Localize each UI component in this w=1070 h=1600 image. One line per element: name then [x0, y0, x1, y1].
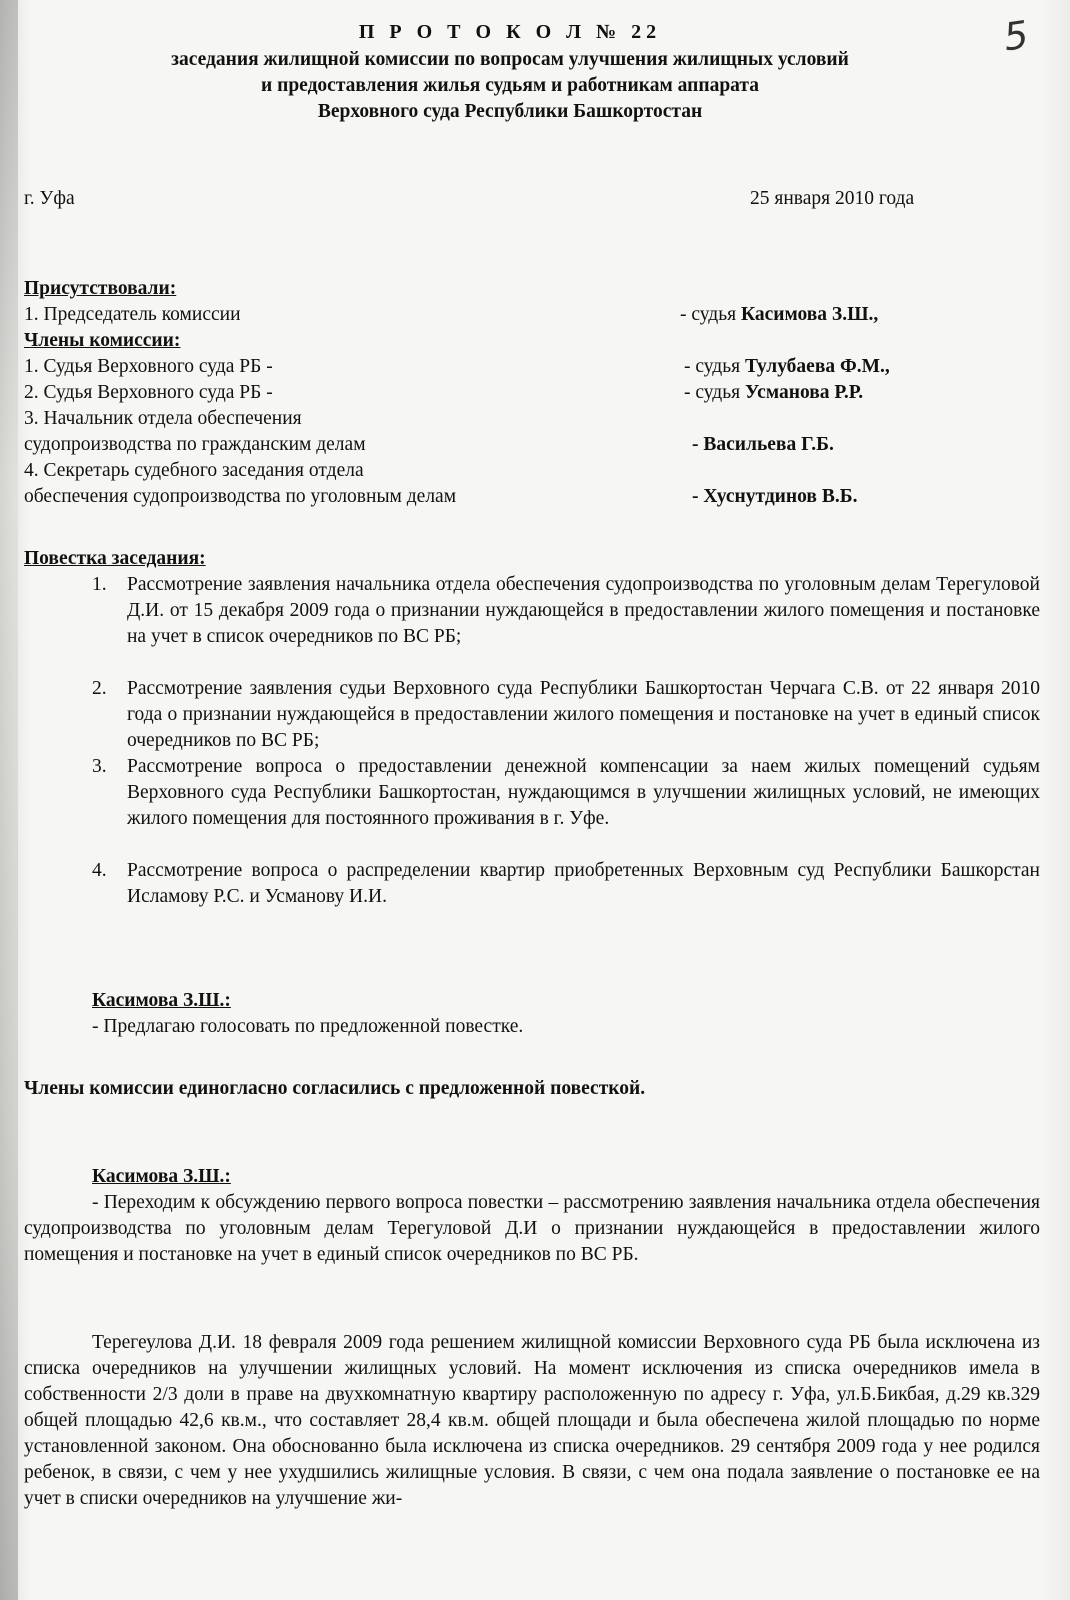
member-2-name: Усманова Р.Р. [744, 382, 864, 403]
chair-role: 1. Председатель комиссии [24, 304, 241, 325]
attendance-heading: Присутствовали: [24, 278, 177, 299]
speaker-2: Касимова З.Ш.: [92, 1166, 231, 1187]
member-2-name-line [684, 380, 863, 406]
member-3-role-1: 3. Начальник отдела обеспечения [24, 408, 302, 429]
scan-edge-shadow [0, 0, 18, 1600]
protocol-subtitle-3: Верховного суда Республики Башкортостан [317, 101, 703, 122]
speech-2-text: - Переходим к обсуждению первого вопроса повестки – рассмотрению заявления начальника отдела обеспечения судопроизводства по уголовным делам Терегуловой Д.И о признании нуждающейся в предоставлении жилого помещения и постановке на учет в единый список очередников по ВС РБ. [24, 1192, 1040, 1265]
protocol-subtitle-1: заседания жилищной комиссии по вопросам улучшения жилищных условий [171, 49, 849, 70]
agenda-item-2-number: 2. [92, 678, 107, 699]
member-1-name: Тулубаева Ф.М., [744, 356, 890, 377]
speaker-1: Касимова З.Ш.: [92, 990, 231, 1011]
decision-1: Члены комиссии единогласно согласились с предложенной повесткой. [24, 1078, 646, 1099]
agenda-item-4-text: Рассмотрение вопроса о распределении квартир приобретенных Верховным суд Республики Башкорстан Исламову Р.С. и Усманову И.И. [127, 860, 1040, 907]
members-heading: Члены комиссии: [24, 330, 181, 351]
member-1-role: 1. Судья Верховного суда РБ - [24, 356, 273, 377]
agenda-heading: Повестка заседания: [24, 548, 206, 569]
agenda-item-2-text: Рассмотрение заявления судьи Верховного суда Республики Башкортостан Черчага С.В. от 22 января 2010 года о признании нуждающейся в предоставлении жилого помещения и постановке на учет в единый список очередников по ВС РБ; [127, 678, 1040, 751]
chair-name-line [680, 302, 878, 328]
protocol-subtitle-2: и предоставления жилья судьям и работникам аппарата [260, 75, 759, 96]
agenda-item-4-number: 4. [92, 860, 107, 881]
member-1-name-line [684, 354, 890, 380]
member-3-name: - Васильева Г.Б. [692, 434, 834, 455]
agenda-item-3-text: Рассмотрение вопроса о предоставлении денежной компенсации за наем жилых помещений судьям Верховного суда Республики Башкортостан, нуждающимся в улучшении жилищных условий, не имеющих жилого помещения для постоянного проживания в г. Уфе. [127, 756, 1040, 829]
member-1-prefix: - судья [684, 356, 745, 377]
member-3-role-2: судопроизводства по гражданским делам [24, 434, 366, 455]
date: 25 января 2010 года [750, 188, 915, 209]
agenda-item-1-text: Рассмотрение заявления начальника отдела обеспечения судопроизводства по уголовным делам Терегуловой Д.И. от 15 декабря 2009 года о признании нуждающейся в предоставлении жилого помещения и постановке на учет в список очередников по ВС РБ; [127, 574, 1040, 647]
protocol-title: П Р О Т О К О Л № 22 [358, 21, 662, 43]
chair-name: Касимова З.Ш., [740, 304, 879, 325]
member-4-role-1: 4. Секретарь судебного заседания отдела [24, 460, 364, 481]
member-2-role: 2. Судья Верховного суда РБ - [24, 382, 273, 403]
agenda-item-1-number: 1. [92, 574, 107, 595]
body-paragraph: Терегеулова Д.И. 18 февраля 2009 года решением жилищной комиссии Верховного суда РБ была исключена из списка очередников на улучшении жилищных условий. На момент исключения из списка очередников имела в собственности 2/3 доли в праве на двухкомнатную квартиру расположенную по адресу г. Уфа, ул.Б.Бикбая, д.29 кв.329 общей площадью 42,6 кв.м., что составляет 28,4 кв.м. общей площади и была обеспечена жилой площадью по норме установленной законом. Она обоснованно была исключена из списка очередников. 29 сентября 2009 года у нее родился ребенок, в связи, с чем у нее ухудшились жилищные условия. В связи, с чем она подала заявление о постановке ее на учет в списки очередников на улучшение жи- [24, 1332, 1040, 1509]
chair-prefix: - судья [680, 304, 741, 325]
member-2-prefix: - судья [684, 382, 745, 403]
place: г. Уфа [24, 188, 75, 209]
member-4-role-2: обеспечения судопроизводства по уголовным делам [24, 486, 457, 507]
page-number: 5 [1001, 12, 1032, 60]
speech-1-text: - Предлагаю голосовать по предложенной повестке. [92, 1016, 524, 1037]
agenda-item-3-number: 3. [92, 756, 107, 777]
member-4-name: - Хуснутдинов В.Б. [692, 486, 858, 507]
